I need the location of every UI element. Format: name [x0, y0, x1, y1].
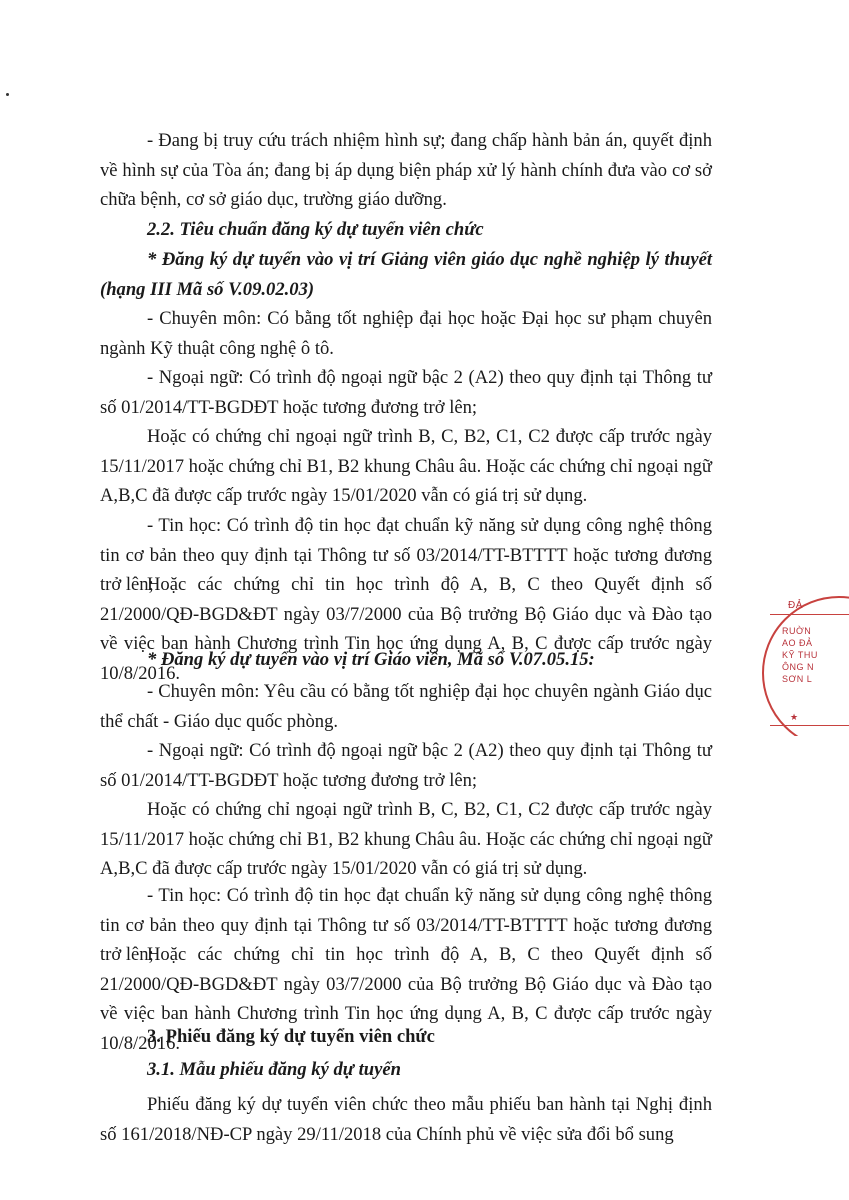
seal-text-line: ĐẢ — [788, 600, 803, 611]
paragraph-lecturer-it-alt: Hoặc các chứng chỉ tin học trình độ A, B, C theo Quyết định số 21/2000/QĐ-BGD&ĐT ngày 03/7/2000 của Bộ trưởng Bộ Giáo dục và Đào tạo về việc ban hành Chương trình Tin học ứng dụng A, B, C được cấp trước ngày 10/8/2016. — [100, 574, 712, 684]
subheading-teacher-position: * Đăng ký dự tuyển vào vị trí Giáo viên, Mã số V.07.05.15: — [147, 649, 595, 670]
paragraph-lecturer-it: - Tin học: Có trình độ tin học đạt chuẩn kỹ năng sử dụng công nghệ thông tin cơ bản theo quy định tại Thông tư số 03/2014/TT-BTTTT hoặc tương đương trở lên; — [100, 515, 712, 595]
seal-text-line: KỸ THU — [782, 650, 818, 660]
heading-3: 3. Phiếu đăng ký dự tuyển viên chức — [147, 1026, 435, 1047]
seal-star-icon: ★ — [790, 712, 799, 722]
paragraph-teacher-specialty: - Chuyên môn: Yêu cầu có bằng tốt nghiệp đại học chuyên ngành Giáo dục thể chất - Giáo dục quốc phòng. — [100, 681, 712, 732]
heading-2-2: 2.2. Tiêu chuẩn đăng ký dự tuyển viên chức — [147, 219, 484, 240]
seal-text-line: RUỜN — [782, 626, 812, 636]
paragraph-teacher-it-alt: Hoặc các chứng chỉ tin học trình độ A, B, C theo Quyết định số 21/2000/QĐ-BGD&ĐT ngày 03/7/2000 của Bộ trưởng Bộ Giáo dục và Đào tạo về việc ban hành Chương trình Tin học ứng dụng A, B, C được cấp trước ngày 10/8/2016. — [100, 944, 712, 1054]
seal-text-line: ÔNG N — [782, 662, 815, 672]
seal-text-line: AO ĐẢ — [782, 638, 813, 648]
paragraph-teacher-language-alt: Hoặc có chứng chỉ ngoại ngữ trình B, C, B2, C1, C2 được cấp trước ngày 15/11/2017 hoặc chứng chỉ B1, B2 khung Châu âu. Hoặc các chứng chỉ ngoại ngữ A,B,C đã được cấp trước ngày 15/01/2020 vẫn có giá trị sử dụng. — [100, 799, 713, 879]
subheading-lecturer-position: * Đăng ký dự tuyển vào vị trí Giảng viên giáo dục nghề nghiệp lý thuyết (hạng III Mã số V.09.02.03) — [100, 249, 712, 300]
paragraph-lecturer-specialty: - Chuyên môn: Có bằng tốt nghiệp đại học hoặc Đại học sư phạm chuyên ngành Kỹ thuật công nghệ ô tô. — [100, 308, 712, 359]
paragraph-lecturer-language-alt: Hoặc có chứng chỉ ngoại ngữ trình B, C, B2, C1, C2 được cấp trước ngày 15/11/2017 hoặc chứng chỉ B1, B2 khung Châu âu. Hoặc các chứng chỉ ngoại ngữ A,B,C đã được cấp trước ngày 15/01/2020 vẫn có giá trị sử dụng. — [100, 426, 713, 506]
paragraph-teacher-it: - Tin học: Có trình độ tin học đạt chuẩn kỹ năng sử dụng công nghệ thông tin cơ bản theo quy định tại Thông tư số 03/2014/TT-BTTTT hoặc tương đương trở lên; — [100, 885, 712, 965]
seal-text-line: SƠN L — [782, 674, 813, 684]
official-seal — [762, 596, 849, 736]
paragraph-criminal-liability: - Đang bị truy cứu trách nhiệm hình sự; đang chấp hành bản án, quyết định về hình sự của Tòa án; đang bị áp dụng biện pháp xử lý hành chính đưa vào cơ sở chữa bệnh, cơ sở giáo dục, trường giáo dưỡng. — [100, 130, 712, 210]
paragraph-lecturer-language: - Ngoại ngữ: Có trình độ ngoại ngữ bậc 2 (A2) theo quy định tại Thông tư số 01/2014/TT-BGDĐT hoặc tương đương trở lên; — [100, 367, 712, 418]
paragraph-form-decree: Phiếu đăng ký dự tuyển viên chức theo mẫu phiếu ban hành tại Nghị định số 161/2018/NĐ-CP ngày 29/11/2018 của Chính phủ về việc sửa đổi bổ sung — [100, 1094, 712, 1145]
paragraph-teacher-language: - Ngoại ngữ: Có trình độ ngoại ngữ bậc 2 (A2) theo quy định tại Thông tư số 01/2014/TT-BGDĐT hoặc tương đương trở lên; — [100, 740, 712, 791]
scan-speck — [6, 93, 9, 96]
heading-3-1: 3.1. Mẫu phiếu đăng ký dự tuyển — [147, 1059, 401, 1080]
